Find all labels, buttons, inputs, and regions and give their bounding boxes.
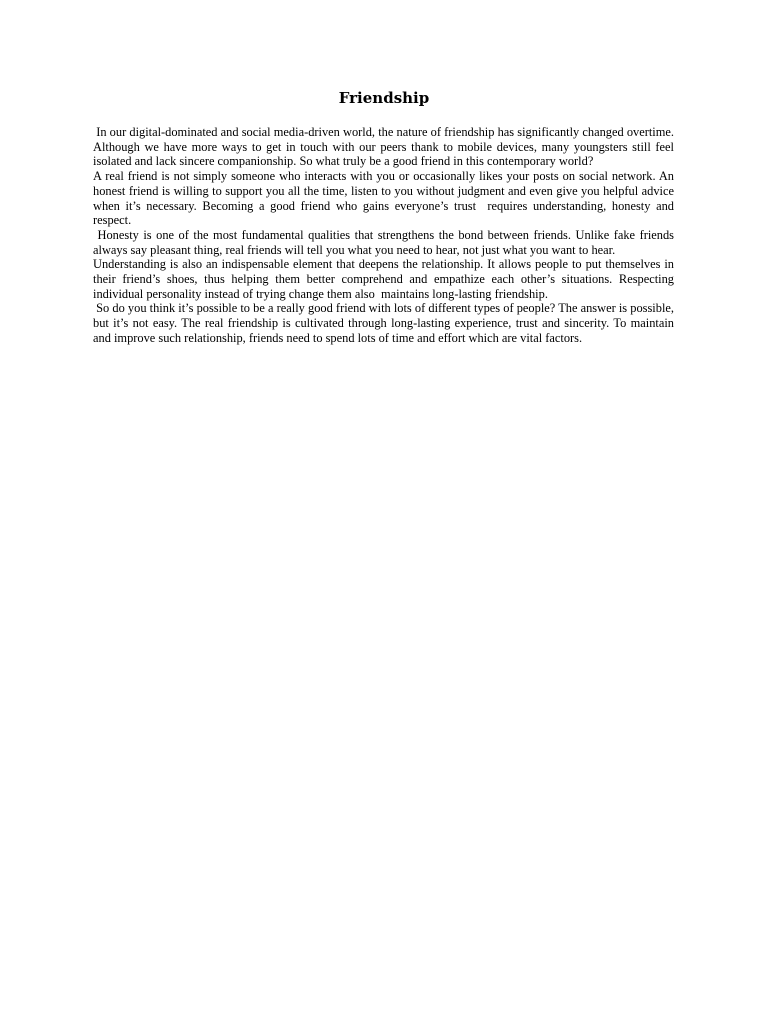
- document-body: [93, 125, 678, 346]
- paragraph-understanding: Understanding is also an indispensable element that deepens the relationship. It allows people to put themselves in their friend’s shoes, thus helping them better comprehend and empathize each other’s situations. Respecting individual personality instead of trying change them also maintains long-lasting friendship.: [93, 257, 678, 301]
- paragraph-real-friend: A real friend is not simply someone who interacts with you or occasionally likes your posts on social network. An honest friend is willing to support you all the time, listen to you without judgment and even give you helpful advice when it’s necessary. Becoming a good friend who gains everyone’s trust requires understanding, honesty and respect.: [93, 169, 678, 228]
- document-title: Friendship: [338, 89, 430, 107]
- paragraph-intro: In our digital-dominated and social media-driven world, the nature of friendship has significantly changed overtime. Although we have more ways to get in touch with our peers thank to mobile devices, many youngsters still feel isolated and lack sincere companionship. So what truly be a good friend in this contemporary world?: [93, 125, 678, 169]
- paragraph-honesty: Honesty is one of the most fundamental qualities that strengthens the bond between friends. Unlike fake friends always say pleasant thing, real friends will tell you what you need to hear, not just what you want to hear.: [93, 227, 678, 257]
- paragraph-conclusion: So do you think it’s possible to be a really good friend with lots of different types of people? The answer is possible, but it’s not easy. The real friendship is cultivated through long-lasting experience, trust and sincerity. To maintain and improve such relationship, friends need to spend lots of time and effort which are vital factors.: [93, 301, 678, 345]
